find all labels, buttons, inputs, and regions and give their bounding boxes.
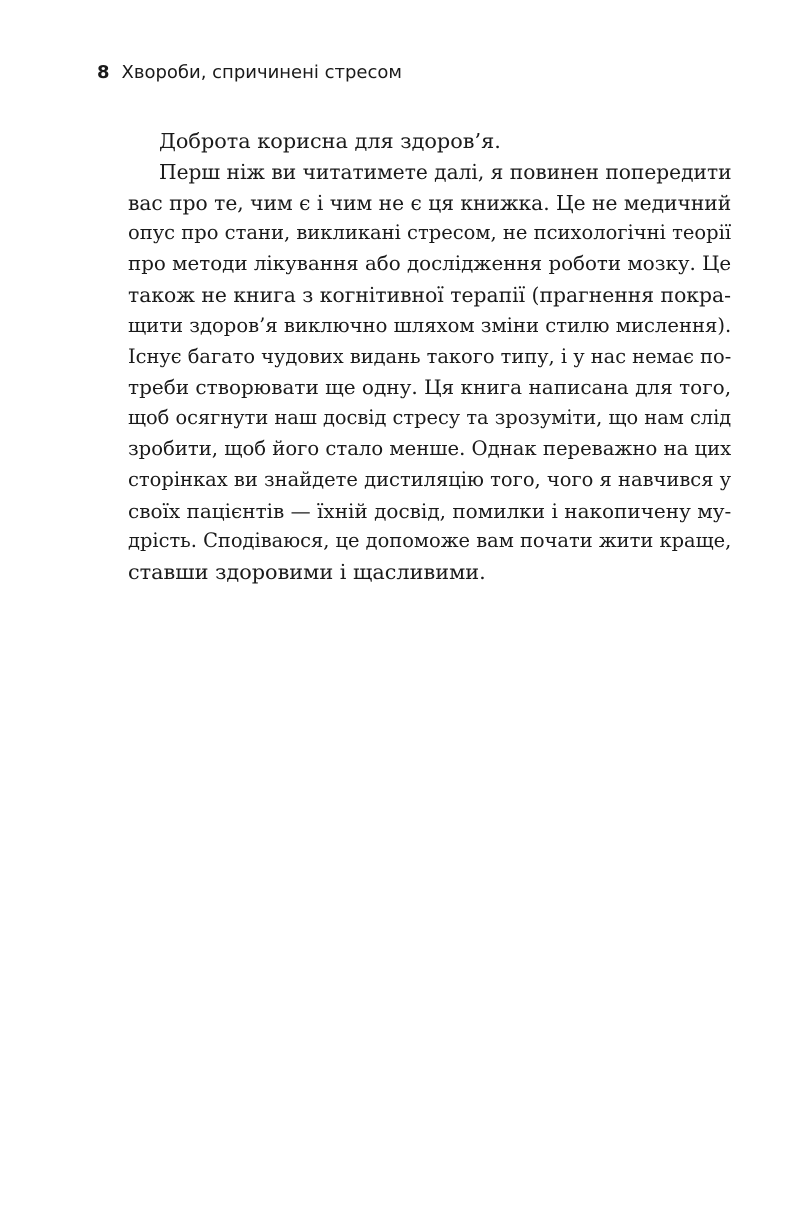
text-line: Існує багато чудових видань такого типу, і у нас немає по- xyxy=(128,344,732,368)
text-line: про методи лікування або дослідження роботи мозку. Це xyxy=(128,252,732,276)
chapter-title: Хвороби, спричинені стресом xyxy=(121,62,402,83)
text-line: щоб осягнути наш досвід стресу та зрозуміти, що нам слід xyxy=(128,406,732,430)
paragraph xyxy=(97,157,732,588)
text-line: Перш ніж ви читатимете далі, я повинен попередити xyxy=(159,159,732,184)
text-line: опус про стани, викликані стресом, не психологічні теорії xyxy=(128,221,732,245)
text-line: ставши здоровими і щасливими. xyxy=(128,560,486,585)
text-line: зробити, щоб його стало менше. Однак переважно на цих xyxy=(128,436,732,460)
running-head xyxy=(97,60,402,86)
text-line: щити здоров’я виключно шляхом зміни стилю мислення). xyxy=(128,313,732,337)
paragraph xyxy=(97,126,702,157)
page-number: 8 xyxy=(97,62,110,83)
text-line: також не книга з когнітивної терапії (прагнення покра- xyxy=(128,282,731,307)
text-line: треби створювати ще одну. Ця книга написана для того, xyxy=(128,375,732,400)
text-line: своїх пацієнтів — їхній досвід, помилки і накопичену му- xyxy=(128,498,732,523)
text-line: сторінках ви знайдете дистиляцію того, чого я навчився у xyxy=(128,467,732,491)
text-line: дрість. Сподіваюся, це допоможе вам почати жити краще, xyxy=(128,529,732,553)
text-line: вас про те, чим є і чим не є ця книжка. Це не медичний xyxy=(128,190,732,215)
body-text xyxy=(97,126,732,588)
text-line: Доброта корисна для здоров’я. xyxy=(159,129,501,153)
